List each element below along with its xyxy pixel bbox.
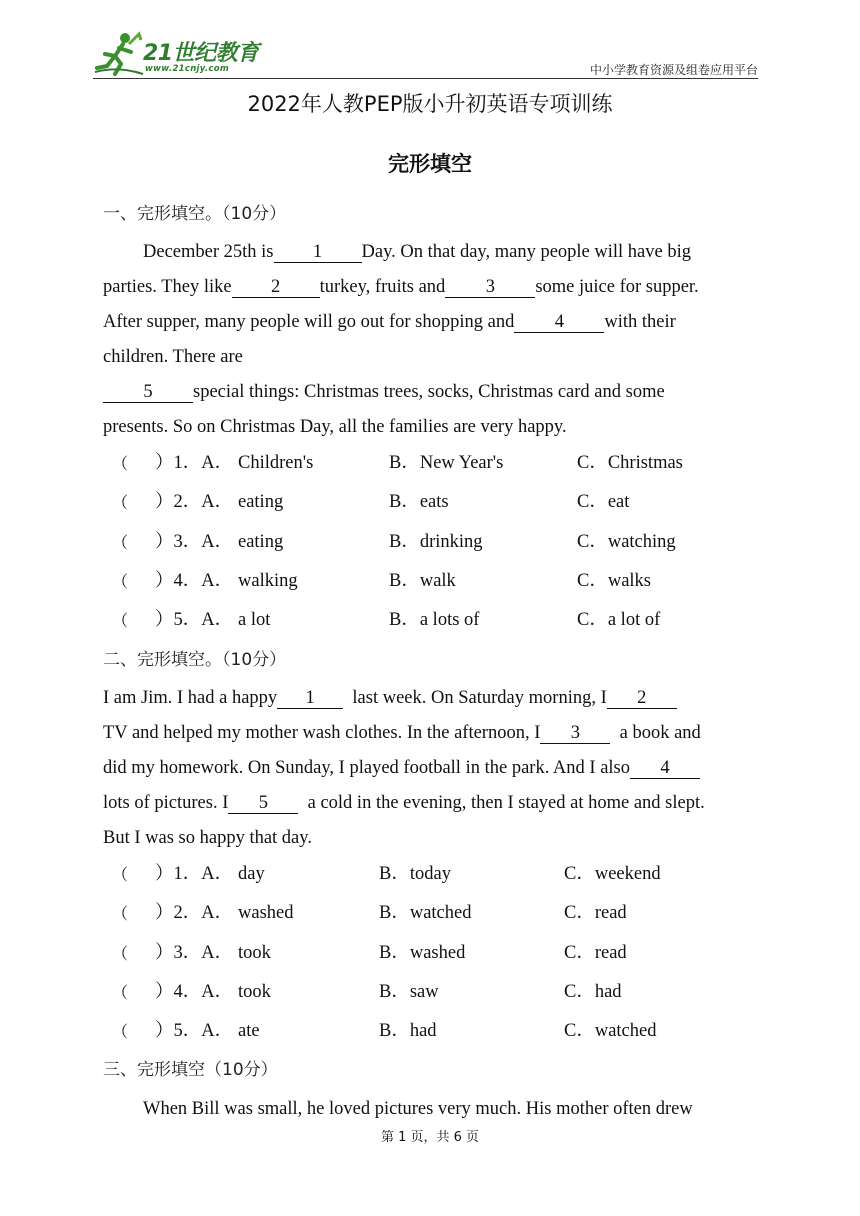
option-b[interactable]: B．had bbox=[379, 1021, 437, 1042]
option-b[interactable]: B．eats bbox=[389, 492, 449, 513]
passage2-line: did my homework. On Sunday, I played football in the park. And I also 4 bbox=[103, 756, 700, 780]
option-b[interactable]: B．today bbox=[379, 864, 451, 884]
question-number: ）4．A． bbox=[155, 981, 234, 1002]
question-number: ）2．A． bbox=[155, 903, 234, 924]
option-b[interactable]: B．saw bbox=[379, 981, 439, 1002]
answer-paren[interactable]: （ bbox=[112, 904, 129, 924]
passage2-line: TV and helped my mother wash clothes. In the afternoon, I 3 a book and bbox=[103, 723, 701, 743]
option-b[interactable]: B．watched bbox=[379, 903, 472, 924]
section1-heading: 一、完形填空。（10分） bbox=[103, 204, 287, 224]
answer-paren[interactable]: （ bbox=[112, 454, 129, 473]
option-c[interactable]: C．a lot of bbox=[577, 610, 661, 631]
option-a[interactable]: ate bbox=[238, 1021, 260, 1042]
runner-logo-icon bbox=[93, 30, 145, 78]
page-footer: 第 1 页，共 6 页 bbox=[380, 1130, 480, 1145]
answer-paren[interactable]: （ bbox=[112, 493, 129, 513]
brand-url: www.21cnjy.com bbox=[145, 64, 229, 74]
blank-3[interactable]: 3 bbox=[445, 277, 535, 298]
header-divider bbox=[93, 78, 758, 79]
question-number: ）5．A． bbox=[155, 1021, 234, 1042]
blank-1[interactable]: 1 bbox=[277, 688, 343, 709]
header-tagline: 中小学教育资源及组卷应用平台 bbox=[589, 63, 758, 77]
blank-5[interactable]: 5 bbox=[228, 793, 298, 814]
option-a[interactable]: Children's bbox=[238, 453, 314, 473]
option-a[interactable]: took bbox=[238, 981, 271, 1002]
option-b[interactable]: B．washed bbox=[379, 942, 466, 963]
passage1-line: December 25th is 1 Day. On that day, many people will have big bbox=[143, 242, 691, 262]
passage2-line: I am Jim. I had a happy 1 last week. On Saturday morning, I 2 bbox=[103, 686, 677, 710]
option-b[interactable]: B．a lots of bbox=[389, 610, 480, 631]
option-c[interactable]: C．walks bbox=[577, 570, 652, 591]
answer-paren[interactable]: （ bbox=[112, 1022, 129, 1042]
section3-heading: 三、完形填空（10分） bbox=[103, 1060, 278, 1080]
answer-paren[interactable]: （ bbox=[112, 943, 129, 963]
option-c[interactable]: C．weekend bbox=[564, 864, 661, 884]
passage1-line: parties. They like 2 turkey, fruits and 3 some juice for supper. bbox=[103, 277, 699, 297]
question-number: ）3．A． bbox=[155, 942, 234, 963]
page-subtitle: 完形填空 bbox=[388, 152, 472, 176]
option-a[interactable]: day bbox=[238, 864, 265, 884]
passage1-line: After supper, many people will go out for shopping and 4 with their bbox=[103, 312, 676, 332]
passage2-line: lots of pictures. I 5 a cold in the evening, then I stayed at home and slept. bbox=[103, 793, 705, 813]
option-a[interactable]: walking bbox=[238, 570, 298, 591]
answer-paren[interactable]: （ bbox=[112, 865, 129, 884]
option-a[interactable]: took bbox=[238, 942, 271, 963]
blank-2[interactable]: 2 bbox=[232, 277, 320, 298]
answer-paren[interactable]: （ bbox=[112, 611, 129, 631]
answer-paren[interactable]: （ bbox=[112, 532, 129, 552]
blank-2[interactable]: 2 bbox=[607, 688, 677, 709]
blank-4[interactable]: 4 bbox=[514, 312, 604, 333]
page-title: 2022年人教PEP版小升初英语专项训练 bbox=[247, 92, 613, 116]
option-c[interactable]: C．Christmas bbox=[577, 453, 683, 473]
option-b[interactable]: B．New Year's bbox=[389, 453, 504, 473]
blank-3[interactable]: 3 bbox=[540, 723, 610, 744]
question-number: ）3．A． bbox=[155, 531, 234, 552]
option-b[interactable]: B．drinking bbox=[389, 531, 483, 552]
blank-5[interactable]: 5 bbox=[103, 382, 193, 403]
option-c[interactable]: C．read bbox=[564, 903, 627, 924]
option-c[interactable]: C．eat bbox=[577, 492, 630, 513]
option-c[interactable]: C．had bbox=[564, 981, 622, 1002]
question-number: ）1．A． bbox=[155, 864, 234, 884]
question-number: ）2．A． bbox=[155, 492, 234, 513]
question-number: ）5．A． bbox=[155, 610, 234, 631]
answer-paren[interactable]: （ bbox=[112, 982, 129, 1002]
blank-4[interactable]: 4 bbox=[630, 758, 700, 779]
option-c[interactable]: C．read bbox=[564, 942, 627, 963]
logo bbox=[93, 30, 263, 78]
page-header bbox=[93, 30, 758, 80]
option-b[interactable]: B．walk bbox=[389, 570, 456, 591]
option-a[interactable]: a lot bbox=[238, 610, 271, 631]
brand-name: 21世纪教育 bbox=[143, 41, 259, 66]
blank-1[interactable]: 1 bbox=[274, 242, 362, 263]
option-a[interactable]: eating bbox=[238, 492, 284, 513]
option-a[interactable]: eating bbox=[238, 531, 284, 552]
section2-heading: 二、完形填空。（10分） bbox=[103, 650, 287, 670]
passage1-line: presents. So on Christmas Day, all the families are very happy. bbox=[103, 417, 567, 437]
option-c[interactable]: C．watching bbox=[577, 531, 676, 552]
option-c[interactable]: C．watched bbox=[564, 1021, 657, 1042]
option-a[interactable]: washed bbox=[238, 903, 294, 924]
passage1-line: 5 special things: Christmas trees, socks, Christmas card and some bbox=[103, 380, 665, 404]
question-number: ）4．A． bbox=[155, 570, 234, 591]
question-number: ）1．A． bbox=[155, 453, 234, 473]
passage2-line: But I was so happy that day. bbox=[103, 828, 312, 848]
answer-paren[interactable]: （ bbox=[112, 571, 129, 591]
passage3-line: When Bill was small, he loved pictures very much. His mother often drew bbox=[143, 1099, 693, 1119]
passage1-line: children. There are bbox=[103, 347, 243, 367]
